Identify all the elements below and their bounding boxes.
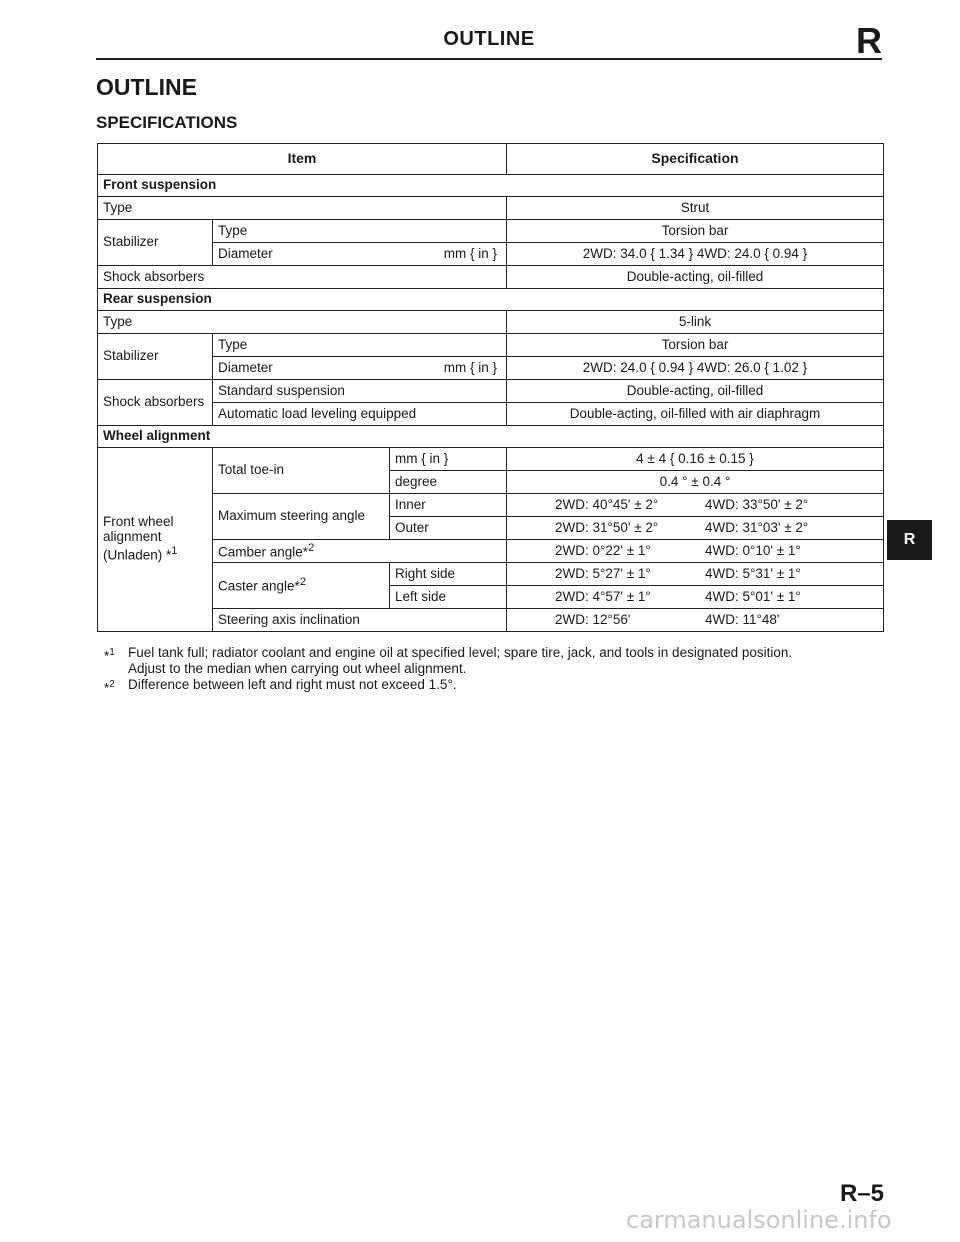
front-wheel-label-line3-wrap <box>103 545 207 563</box>
left-side-label: Left side <box>390 586 507 609</box>
toe-in-label: Total toe-in <box>213 448 390 494</box>
section-row <box>98 175 884 197</box>
camber-2wd: 2WD: 0°22' ± 1° <box>555 542 651 558</box>
caster-label-cell <box>213 563 390 609</box>
table-row <box>98 380 884 403</box>
sai-2wd: 2WD: 12°56' <box>555 611 631 627</box>
inner-label: Inner <box>390 494 507 517</box>
right-side-value <box>507 563 884 586</box>
table-header-row <box>98 144 884 175</box>
caster-sup: 2 <box>299 576 307 589</box>
left-side-value <box>507 586 884 609</box>
front-wheel-label-line2: alignment <box>103 529 162 545</box>
outer-4wd: 4WD: 31°03' ± 2° <box>705 519 809 535</box>
front-stab-diameter-cell <box>213 243 507 266</box>
front-stab-type-value: Torsion bar <box>507 220 884 243</box>
table-row <box>98 609 884 632</box>
rear-stab-diameter-value: 2WD: 24.0 { 0.94 } 4WD: 26.0 { 1.02 } <box>507 357 884 380</box>
steering-axis-label: Steering axis inclination <box>213 609 507 632</box>
table-row <box>98 563 884 586</box>
front-wheel-label-line3: (Unladen) * <box>103 547 172 563</box>
wheel-alignment-heading: Wheel alignment <box>98 426 884 448</box>
right-side-label: Right side <box>390 563 507 586</box>
camber-value <box>507 540 884 563</box>
camber-label-cell <box>213 540 507 563</box>
table-row <box>98 243 884 266</box>
front-shock-label: Shock absorbers <box>98 266 507 289</box>
table-row <box>98 540 884 563</box>
toe-degree-value: 0.4 ° ± 0.4 ° <box>507 471 884 494</box>
rear-shock-standard-label: Standard suspension <box>213 380 507 403</box>
rear-stab-type-value: Torsion bar <box>507 334 884 357</box>
front-type-label: Type <box>98 197 507 220</box>
footnote-1-line1: Fuel tank full; radiator coolant and engine oil at specified level; spare tire, jack, and tools in designated position. <box>128 645 793 660</box>
inner-value <box>507 494 884 517</box>
footnote-2 <box>104 677 792 697</box>
rear-shock-label: Shock absorbers <box>98 380 213 426</box>
header-specification: Specification <box>507 144 884 175</box>
footnote-1-star: * <box>104 648 110 664</box>
toe-mm-value: 4 ± 4 { 0.16 ± 0.15 } <box>507 448 884 471</box>
front-stab-type-label: Type <box>213 220 507 243</box>
steering-angle-label: Maximum steering angle <box>213 494 390 540</box>
front-shock-value: Double-acting, oil-filled <box>507 266 884 289</box>
page-number: R–5 <box>839 1180 884 1207</box>
footnote-2-star: * <box>104 680 110 696</box>
rear-stab-type-label: Type <box>213 334 507 357</box>
rear-stab-diameter-label: Diameter <box>218 359 273 375</box>
rear-shock-standard-value: Double-acting, oil-filled <box>507 380 884 403</box>
rear-stab-diameter-unit: mm { in } <box>443 359 497 375</box>
table-row <box>98 334 884 357</box>
inner-2wd: 2WD: 40°45' ± 2° <box>555 496 659 512</box>
section-side-tab: R <box>887 520 932 560</box>
table-row <box>98 311 884 334</box>
header-section-letter: R <box>856 20 882 61</box>
camber-label: Camber angle* <box>218 544 309 560</box>
inner-4wd: 4WD: 33°50' ± 2° <box>705 496 809 512</box>
table-row <box>98 220 884 243</box>
right-4wd: 4WD: 5°31' ± 1° <box>705 565 801 581</box>
front-stab-diameter-label: Diameter <box>218 245 273 261</box>
footnote-1-line2: Adjust to the median when carrying out wheel alignment. <box>128 661 467 676</box>
table-row <box>98 494 884 517</box>
rear-type-label: Type <box>98 311 507 334</box>
outer-label: Outer <box>390 517 507 540</box>
watermark-text: carmanualsonline.info <box>626 1206 892 1234</box>
page-header <box>96 22 882 60</box>
footnote-1-number: 1 <box>109 647 115 658</box>
section-row <box>98 426 884 448</box>
footnote-1-text <box>128 645 792 677</box>
front-wheel-label-sup: 1 <box>171 545 178 558</box>
footnote-1 <box>104 645 792 677</box>
footnote-1-mark <box>104 645 128 677</box>
toe-degree-unit: degree <box>390 471 507 494</box>
camber-4wd: 4WD: 0°10' ± 1° <box>705 542 801 558</box>
front-stab-diameter-value: 2WD: 34.0 { 1.34 } 4WD: 24.0 { 0.94 } <box>507 243 884 266</box>
section-title: SPECIFICATIONS <box>96 113 238 132</box>
specifications-table <box>97 143 884 632</box>
left-2wd: 2WD: 4°57' ± 1° <box>555 588 651 604</box>
front-wheel-label-line1: Front wheel <box>103 514 174 530</box>
caster-label: Caster angle* <box>218 578 300 594</box>
rear-stab-diameter-cell <box>213 357 507 380</box>
table-row <box>98 357 884 380</box>
sai-4wd: 4WD: 11°48' <box>705 611 780 627</box>
front-stab-diameter-unit: mm { in } <box>443 245 497 261</box>
front-wheel-alignment-label <box>98 448 213 632</box>
rear-shock-auto-label: Automatic load leveling equipped <box>213 403 507 426</box>
page-title: OUTLINE <box>96 74 197 100</box>
table-row <box>98 197 884 220</box>
steering-axis-value <box>507 609 884 632</box>
table-row <box>98 403 884 426</box>
camber-sup: 2 <box>308 541 315 554</box>
front-suspension-heading: Front suspension <box>98 175 884 197</box>
front-type-value: Strut <box>507 197 884 220</box>
rear-stabilizer-label: Stabilizer <box>98 334 213 380</box>
footnote-2-line1: Difference between left and right must not exceed 1.5°. <box>128 677 457 692</box>
table-row <box>98 266 884 289</box>
rear-suspension-heading: Rear suspension <box>98 289 884 311</box>
section-row <box>98 289 884 311</box>
right-2wd: 2WD: 5°27' ± 1° <box>555 565 651 581</box>
table-row <box>98 448 884 471</box>
footnote-2-number: 2 <box>109 679 115 690</box>
rear-shock-auto-value: Double-acting, oil-filled with air diaphragm <box>507 403 884 426</box>
left-4wd: 4WD: 5°01' ± 1° <box>705 588 801 604</box>
outer-2wd: 2WD: 31°50' ± 2° <box>555 519 659 535</box>
header-item: Item <box>98 144 507 175</box>
footnote-2-mark <box>104 677 128 697</box>
outer-value <box>507 517 884 540</box>
front-stabilizer-label: Stabilizer <box>98 220 213 266</box>
rear-type-value: 5-link <box>507 311 884 334</box>
toe-mm-unit: mm { in } <box>390 448 507 471</box>
footnotes <box>104 645 792 697</box>
header-title: OUTLINE <box>443 28 535 50</box>
